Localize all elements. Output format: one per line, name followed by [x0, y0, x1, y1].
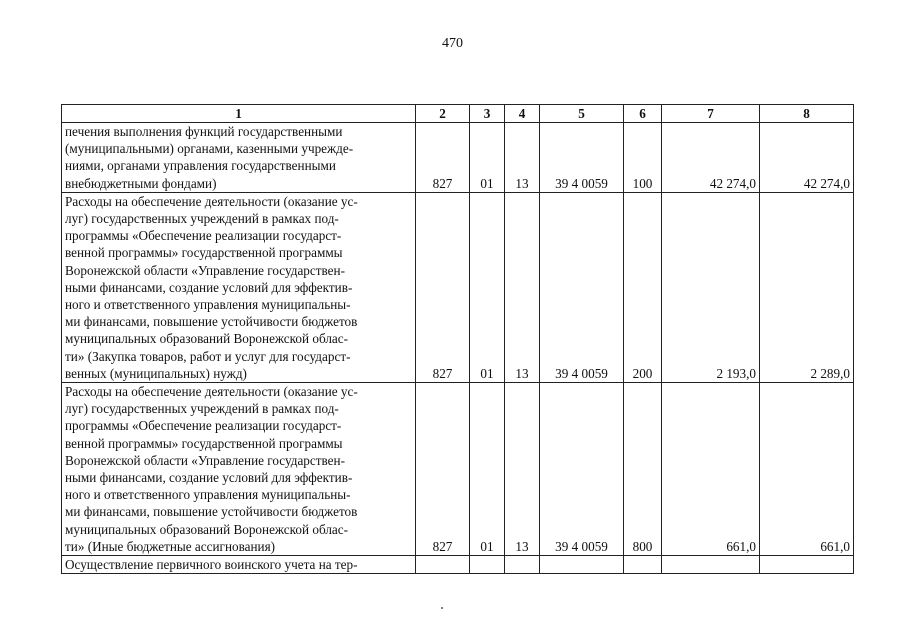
description-line: Расходы на обеспечение деятельности (оказание ус- — [65, 384, 358, 400]
description-line: ными финансами, создание условий для эффектив- — [65, 470, 353, 486]
description-line: внебюджетными фондами) — [65, 175, 217, 191]
description-line: Осуществление первичного воинского учета на тер- — [65, 557, 358, 573]
description-line: ного и ответственного управления муниципальны- — [65, 487, 351, 503]
description-line: Воронежской области «Управление государствен- — [65, 452, 345, 468]
description-line: луг) государственных учреждений в рамках под- — [65, 211, 339, 227]
cell-subsection: 13 — [505, 383, 540, 556]
cell-section: 01 — [470, 123, 505, 193]
row-description — [62, 192, 416, 382]
cell-amount-year-2: 2 289,0 — [760, 192, 854, 382]
cell-amount-year-1: 2 193,0 — [662, 192, 760, 382]
header-col-4: 4 — [505, 105, 540, 123]
cell-section: 01 — [470, 383, 505, 556]
table-row — [62, 556, 854, 574]
cell-amount-year-2: 42 274,0 — [760, 123, 854, 193]
description-line: печения выполнения функций государственными — [65, 124, 343, 139]
cell-expense-type: 100 — [624, 123, 662, 193]
description-line: венной программы» государственной программы — [65, 435, 343, 451]
description-line: (муниципальными) органами, казенными учрежде- — [65, 141, 354, 157]
cell-ministry-code — [416, 556, 470, 574]
description-line: программы «Обеспечение реализации государст- — [65, 418, 342, 434]
cell-ministry-code: 827 — [416, 383, 470, 556]
cell-amount-year-1 — [662, 556, 760, 574]
description-line: муниципальных образований Воронежской облас- — [65, 331, 349, 347]
row-description — [62, 383, 416, 556]
header-col-3: 3 — [470, 105, 505, 123]
cell-expense-type — [624, 556, 662, 574]
table-row — [62, 383, 854, 556]
cell-target-article — [540, 556, 624, 574]
description-line: программы «Обеспечение реализации государст- — [65, 228, 342, 244]
description-line: ми финансами, повышение устойчивости бюджетов — [65, 314, 358, 330]
description-line: ными финансами, создание условий для эффектив- — [65, 279, 353, 295]
cell-section — [470, 556, 505, 574]
description-line: венных (муниципальных) нужд) — [65, 365, 247, 381]
page-number: 470 — [442, 36, 463, 51]
header-col-6: 6 — [624, 105, 662, 123]
table-row — [62, 192, 854, 382]
cell-target-article: 39 4 0059 — [540, 192, 624, 382]
cell-amount-year-2 — [760, 556, 854, 574]
description-line: луг) государственных учреждений в рамках под- — [65, 401, 339, 417]
header-col-1: 1 — [62, 105, 416, 123]
description-line: Расходы на обеспечение деятельности (оказание ус- — [65, 193, 358, 209]
cell-amount-year-1: 42 274,0 — [662, 123, 760, 193]
description-line: ми финансами, повышение устойчивости бюджетов — [65, 504, 358, 520]
header-col-2: 2 — [416, 105, 470, 123]
cell-amount-year-1: 661,0 — [662, 383, 760, 556]
cell-expense-type: 200 — [624, 192, 662, 382]
header-col-7: 7 — [662, 105, 760, 123]
cell-expense-type: 800 — [624, 383, 662, 556]
description-line: Воронежской области «Управление государствен- — [65, 262, 345, 278]
header-col-8: 8 — [760, 105, 854, 123]
cell-target-article: 39 4 0059 — [540, 123, 624, 193]
cell-subsection: 13 — [505, 192, 540, 382]
cell-subsection: 13 — [505, 123, 540, 193]
row-description — [62, 556, 416, 574]
description-line: венной программы» государственной программы — [65, 245, 343, 261]
budget-table — [61, 104, 854, 574]
cell-amount-year-2: 661,0 — [760, 383, 854, 556]
cell-target-article: 39 4 0059 — [540, 383, 624, 556]
description-line: ного и ответственного управления муниципальны- — [65, 297, 351, 313]
description-line: ти» (Иные бюджетные ассигнования) — [65, 538, 276, 554]
description-line: муниципальных образований Воронежской облас- — [65, 521, 349, 537]
cell-section: 01 — [470, 192, 505, 382]
header-col-5: 5 — [540, 105, 624, 123]
row-description — [62, 123, 416, 193]
cell-ministry-code: 827 — [416, 123, 470, 193]
cell-subsection — [505, 556, 540, 574]
table-row — [62, 123, 854, 193]
header-row — [62, 105, 854, 123]
description-line: ниями, органами управления государственными — [65, 158, 336, 174]
scan-speck — [441, 607, 443, 609]
cell-ministry-code: 827 — [416, 192, 470, 382]
description-line: ти» (Закупка товаров, работ и услуг для государст- — [65, 348, 351, 364]
